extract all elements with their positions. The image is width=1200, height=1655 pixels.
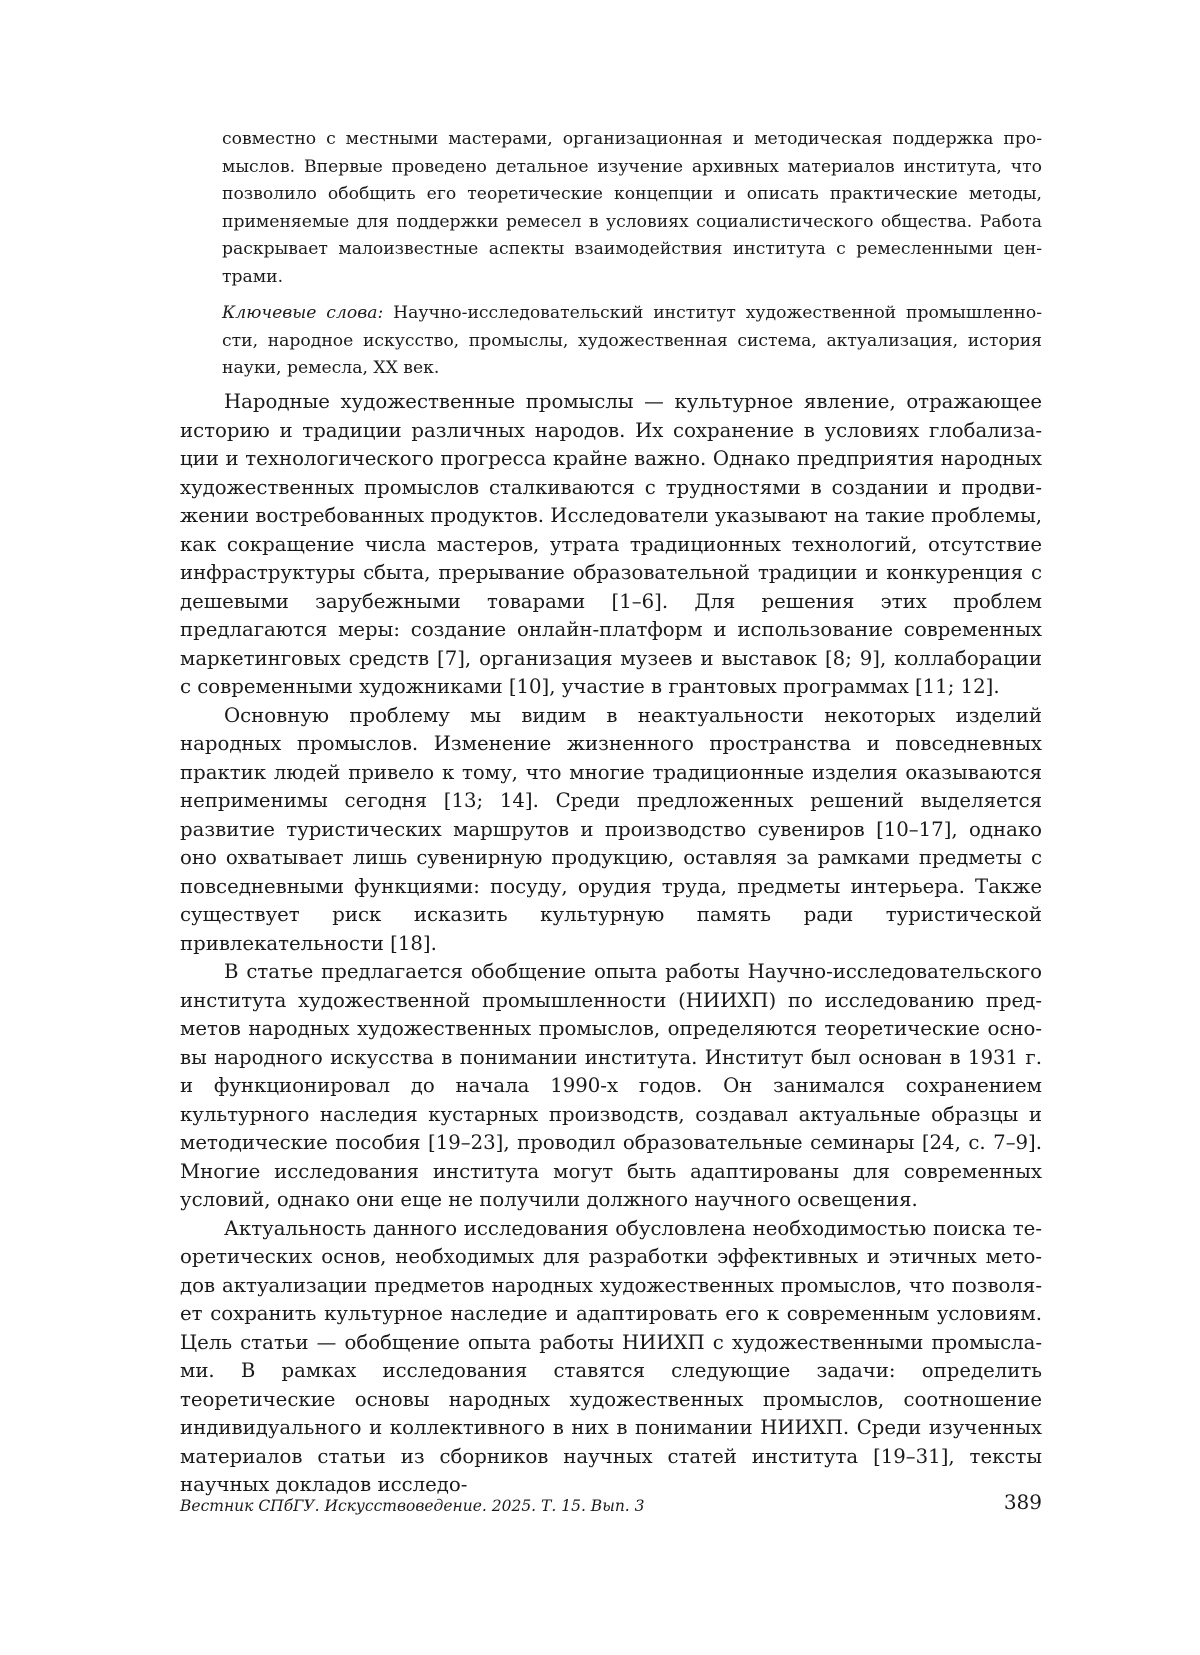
keywords-text: Научно-исследовательский институт художественной промышленности, народное искусство, промыслы, художественная система, актуализация, история науки, ремесла, XX век. (222, 303, 1042, 378)
abstract-block (222, 126, 1042, 383)
running-footer-journal: Вестник СПбГУ. Искусствоведение. 2025. Т. 15. Вып. 3 (180, 1497, 645, 1515)
keywords (222, 300, 1042, 383)
abstract-text: совместно с местными мастерами, организационная и методическая поддержка промыслов. Впервые проведено детальное изучение архивных материалов института, что позволило обобщить его теоретические концепции и описать практические методы, применяемые для поддержки ремесел в условиях социалистического общества. Работа раскрывает малоизвестные аспекты взаимодействия института с ремесленными центрами. (222, 129, 1042, 287)
body-paragraph-3: В статье предлагается обобщение опыта работы Научно-исследовательского института художественной промышленности (НИИХП) по исследованию предметов народных художественных промыслов, определяются теоретические основы народного искусства в понимании института. Институт был основан в 1931 г. и функционировал до начала 1990-х годов. Он занимался сохранением культурного наследия кустарных производств, создавал актуальные образцы и методические пособия [19–23], проводил образовательные семинары [24, с. 7–9]. Многие исследования института могут быть адаптированы для современных условий, однако они еще не получили должного научного освещения. (180, 960, 1042, 1211)
body-paragraph-2: Основную проблему мы видим в неактуальности некоторых изделий народных промыслов. Изменение жизненного пространства и повседневных практик людей привело к тому, что многие традиционные изделия оказываются неприменимы сегодня [13; 14]. Среди предложенных решений выделяется развитие туристических маршрутов и производство сувениров [10–17], однако оно охватывает лишь сувенирную продукцию, оставляя за рамками предметы с повседневными функциями: посуду, орудия труда, предметы интерьера. Также существует риск исказить культурную память ради туристической привлекательности [18]. (180, 703, 1042, 955)
body-paragraph-4: Актуальность данного исследования обусловлена необходимостью поиска теоретических основ, необходимых для разработки эффективных и этичных методов актуализации предметов народных художественных промыслов, что позволяет сохранить культурное наследие и адаптировать его к современным условиям. Цель статьи — обобщение опыта работы НИИХП с художественными промыслами. В рамках исследования ставятся следующие задачи: определить теоретические основы народных художественных промыслов, соотношение индивидуального и коллективного в них в понимании НИИХП. Среди изученных материалов статьи из сборников научных статей института [19–31], тексты научных докладов исследо- (180, 1216, 1042, 1496)
body-paragraph-1: Народные художественные промыслы — культурное явление, отражающее историю и традиции различных народов. Их сохранение в условиях глобализации и технологического прогресса крайне важно. Однако предприятия народных художественных промыслов сталкиваются с трудностями в создании и продвижении востребованных продуктов. Исследователи указывают на такие проблемы, как сокращение числа мастеров, утрата традиционных технологий, отсутствие инфраструктуры сбыта, прерывание образовательной традиции и конкуренция с дешевыми зарубежными товарами [1–6]. Для решения этих проблем предлагаются меры: создание онлайн-платформ и использование современных маркетинговых средств [7], организация музеев и выставок [8; 9], коллаборации с современными художниками [10], участие в грантовых программах [11; 12]. (180, 390, 1042, 698)
article-body (180, 388, 1042, 1500)
keywords-label: Ключевые слова: (222, 303, 384, 323)
page-number: 389 (1003, 1490, 1042, 1514)
